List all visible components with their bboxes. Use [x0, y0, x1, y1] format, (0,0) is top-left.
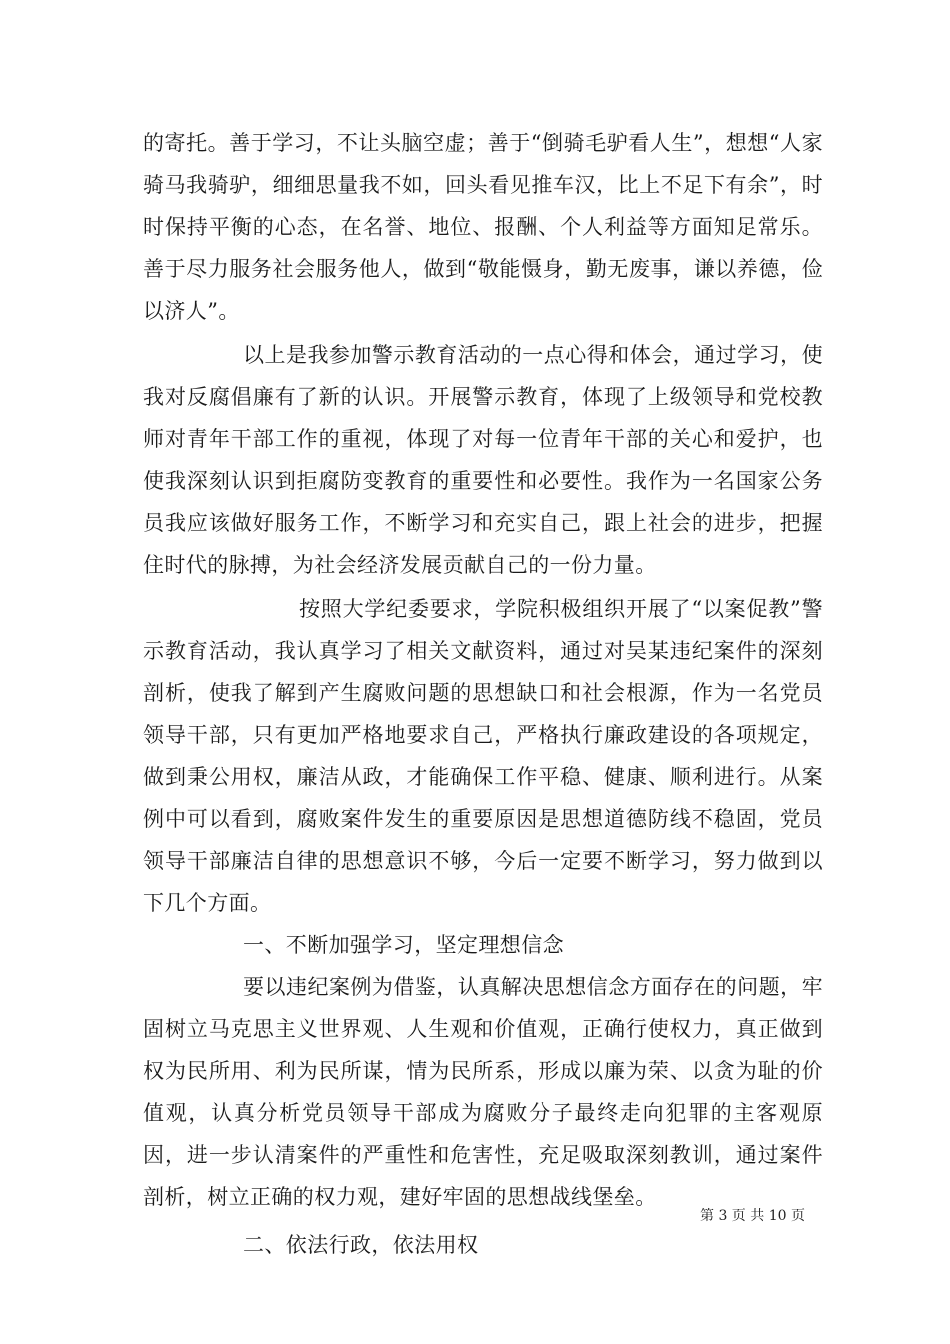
paragraph-reflection: 以上是我参加警示教育活动的一点心得和体会，通过学习，使我对反腐倡廉有了新的认识。开展警示教育，体现了上级领导和党校教师对青年干部工作的重视，体现了对每一位青年干部的关心和爱护，也使我深刻认识到拒腐防变教育的重要性和必要性。我作为一名国家公务员我应该做好服务工作，不断学习和充实自己，跟上社会的进步，把握住时代的脉搏，为社会经济发展贡献自己的一份力量。	[143, 343, 823, 577]
section-heading-two: 二、依法行政，依法用权	[243, 1233, 479, 1257]
paragraph-section-one: 要以违纪案例为借鉴，认真解决思想信念方面存在的问题，牢固树立马克思主义世界观、人生观和价值观，正确行使权力，真正做到权为民所用、利为民所谋，情为民所系，形成以廉为荣、以贪为耻的价值观，认真分析党员领导干部成为腐败分子最终走向犯罪的主客观原因，进一步认清案件的严重性和危害性，充足吸取深刻教训，通过案件剖析，树立正确的权力观，建好牢固的思想战线堡垒。	[143, 975, 823, 1209]
paragraph-continuation: 的寄托。善于学习，不让头脑空虚；善于“倒骑毛驴看人生”，想想“人家骑马我骑驴，细细思量我不如，回头看见推车汉，比上不足下有余”，时时保持平衡的心态，在名誉、地位、报酬、个人利益等方面知足常乐。善于尽力服务社会服务他人，做到“敬能慑身，勤无废事，谦以养德，俭以济人”。	[143, 131, 823, 323]
section-heading-one: 一、不断加强学习，坚定理想信念	[243, 933, 564, 957]
page-number-footer: 第 3 页 共 10 页	[700, 1208, 805, 1224]
document-body	[143, 122, 823, 1266]
paragraph-activity-intro: 按照大学纪委要求，学院积极组织开展了“以案促教”警示教育活动，我认真学习了相关文献资料，通过对吴某违纪案件的深刻剖析，使我了解到产生腐败问题的思想缺口和社会根源，作为一名党员领导干部，只有更加严格地要求自己，严格执行廉政建设的各项规定，做到秉公用权，廉洁从政，才能确保工作平稳、健康、顺利进行。从案例中可以看到，腐败案件发生的重要原因是思想道德防线不稳固，党员领导干部廉洁自律的思想意识不够，今后一定要不断学习，努力做到以下几个方面。	[143, 597, 823, 915]
